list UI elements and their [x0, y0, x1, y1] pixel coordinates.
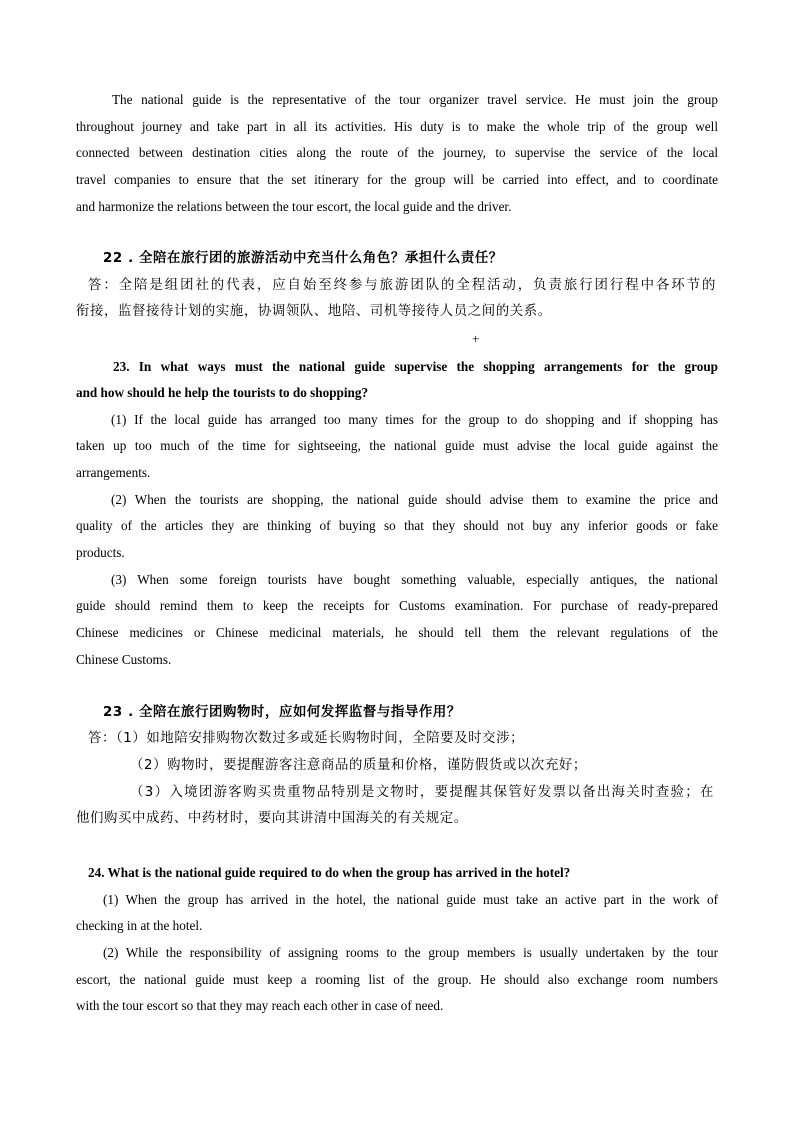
text-line: (2) When the tourists are shopping, the national guide should advise them to examine the price and	[111, 492, 718, 507]
text-line: escort, the national guide must keep a rooming list of the group. He should also exchange room numbers	[76, 972, 718, 987]
text-line: connected between destination cities along the route of the journey, to supervise the service of the local	[76, 145, 718, 160]
text-line: arrangements.	[76, 465, 151, 480]
answer-line: 答：（1）如地陪安排购物次数过多或延长购物时间，全陪要及时交涉；	[88, 731, 525, 746]
text-line: products.	[76, 545, 125, 560]
text-line: travel companies to ensure that the set itinerary for the group will be carried into effect, and to coordinate	[76, 172, 718, 187]
answer-line: 他们购买中成药、中药材时，要向其讲清中国海关的有关规定。	[76, 811, 468, 826]
text-line: (1) If the local guide has arranged too many times for the group to do shopping and if shopping has	[111, 412, 718, 427]
question-heading: 23. In what ways must the national guide supervise the shopping arrangements for the group	[113, 359, 718, 374]
question-heading: 22 . 全陪在旅行团的旅游活动中充当什么角色？承担什么责任？	[103, 251, 503, 266]
question-heading: and how should he help the tourists to do shopping?	[76, 385, 369, 400]
text-line: The national guide is the representative of the tour organizer travel service. He must join the group	[112, 92, 718, 107]
answer-line: 衔接，监督接待计划的实施，协调领队、地陪、司机等接待人员之间的关系。	[76, 304, 552, 319]
text-line: taken up too much of the time for sightseeing, the national guide must advise the local guide against the	[76, 438, 718, 453]
text-line: and harmonize the relations between the tour escort, the local guide and the driver.	[76, 199, 512, 214]
answer-line: （3）入境团游客购买贵重物品特别是文物时，要提醒其保管好发票以备出海关时查验；在	[130, 785, 714, 800]
text-line: quality of the articles they are thinking of buying so that they should not buy any inferior goods or fake	[76, 518, 718, 533]
text-line: (3) When some foreign tourists have bought something valuable, especially antiques, the national	[111, 572, 718, 587]
text-line: guide should remind them to keep the receipts for Customs examination. For purchase of ready-prepared	[76, 598, 718, 613]
text-line: with the tour escort so that they may reach each other in case of need.	[76, 998, 444, 1013]
plus-mark: +	[472, 331, 480, 346]
text-line: Chinese medicines or Chinese medicinal materials, he should tell them the relevant regulations of the	[76, 625, 718, 640]
question-heading: 24. What is the national guide required to do when the group has arrived in the hotel?	[88, 865, 571, 880]
text-line: checking in at the hotel.	[76, 918, 203, 933]
question-heading: 23 . 全陪在旅行团购物时，应如何发挥监督与指导作用？	[103, 705, 461, 720]
answer-line: 答：全陪是组团社的代表，应自始至终参与旅游团队的全程活动，负责旅行团行程中各环节的	[88, 278, 716, 293]
text-line: throughout journey and take part in all its activities. His duty is to make the whole trip of the group well	[76, 119, 718, 134]
answer-line: （2）购物时，要提醒游客注意商品的质量和价格，谨防假货或以次充好；	[130, 758, 587, 773]
text-line: (1) When the group has arrived in the hotel, the national guide must take an active part in the work of	[103, 892, 718, 907]
text-line: (2) While the responsibility of assigning rooms to the group members is usually undertaken by the tour	[103, 945, 718, 960]
text-line: Chinese Customs.	[76, 652, 172, 667]
